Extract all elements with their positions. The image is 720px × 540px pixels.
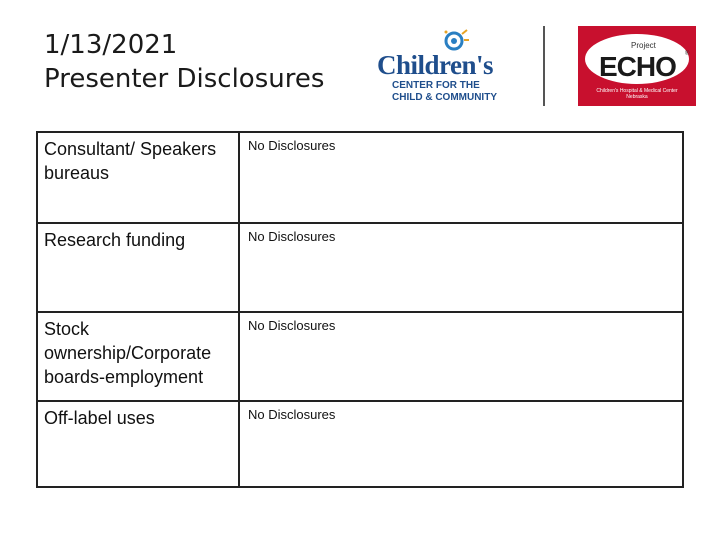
logo-divider (543, 26, 545, 106)
echo-name: ECHO (599, 51, 676, 82)
echo-caption-line2: Nebraska (626, 94, 648, 100)
table-row (38, 311, 682, 402)
table-row (38, 133, 682, 222)
childrens-logo-line2: CHILD & COMMUNITY (392, 92, 497, 103)
echo-oval (585, 34, 689, 84)
disclosure-category: Stock ownership/Corporate boards-employment (38, 313, 240, 402)
disclosure-value: No Disclosures (248, 407, 336, 422)
title-date: 1/13/2021 (44, 30, 178, 60)
disclosure-category: Research funding (38, 224, 240, 313)
echo-caption (584, 88, 690, 100)
echo-registered-mark: ® (685, 51, 690, 57)
disclosure-value: No Disclosures (248, 138, 336, 153)
disclosure-value: No Disclosures (248, 229, 336, 244)
echo-project-label: Project (631, 41, 656, 50)
title-text: Presenter Disclosures (44, 64, 325, 94)
slide-title (44, 28, 324, 96)
childrens-logo-name: Children's (377, 50, 494, 80)
childrens-logo-line1: CENTER FOR THE (392, 80, 480, 91)
disclosure-category: Consultant/ Speakers bureaus (38, 133, 240, 222)
table-row (38, 400, 682, 488)
project-echo-logo (578, 26, 696, 106)
disclosure-value: No Disclosures (248, 318, 336, 333)
childrens-logo-subtitle (392, 80, 497, 104)
echo-caption-line1: Children's Hospital & Medical Center (596, 88, 678, 94)
disclosure-category: Off-label uses (38, 402, 240, 488)
table-row (38, 222, 682, 313)
disclosures-table (36, 131, 684, 488)
